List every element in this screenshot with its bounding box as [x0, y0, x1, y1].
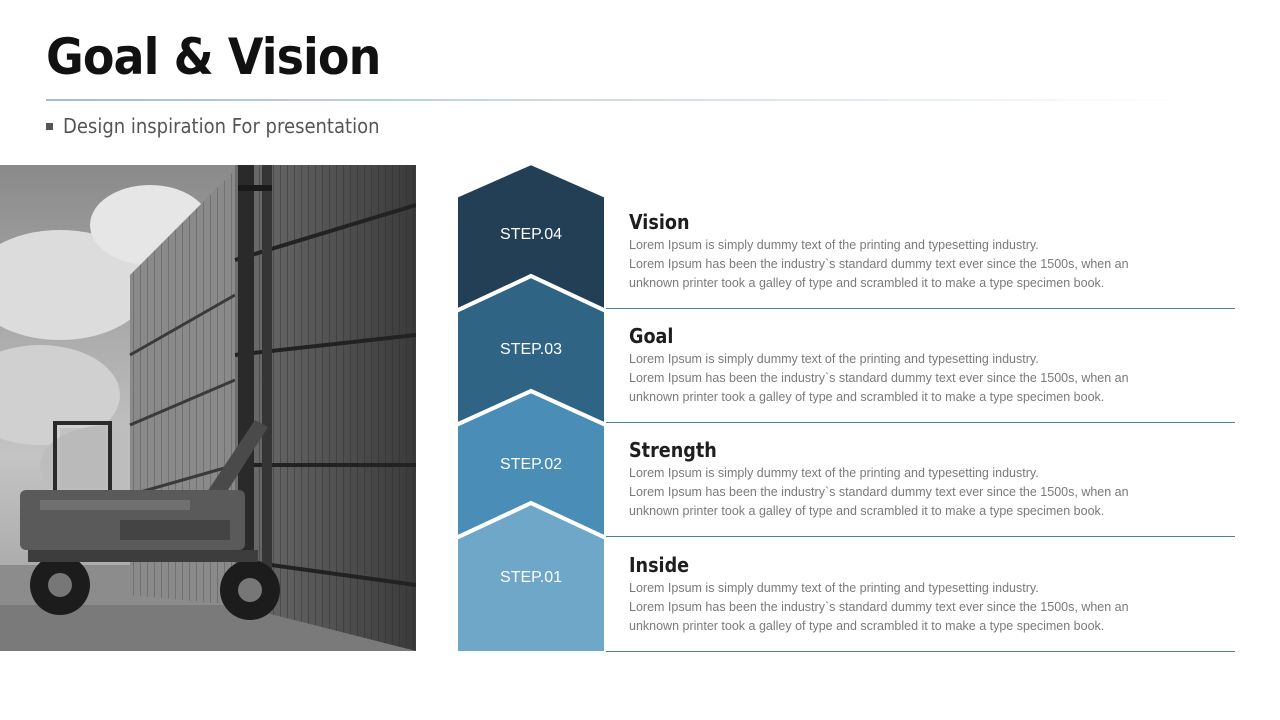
square-bullet-icon [46, 123, 53, 130]
row-body-line: unknown printer took a galley of type and scrambled it to make a type specimen book. [629, 390, 1105, 404]
row-body-line: unknown printer took a galley of type and scrambled it to make a type specimen book. [629, 619, 1105, 633]
row-body-line: unknown printer took a galley of type and scrambled it to make a type specimen book. [629, 276, 1105, 290]
step-row-inside [629, 553, 1189, 636]
row-body-line: Lorem Ipsum has been the industry`s standard dummy text ever since the 1500s, when an [629, 257, 1129, 271]
row-body-line: Lorem Ipsum is simply dummy text of the printing and typesetting industry. [629, 238, 1039, 252]
title-divider [46, 99, 1196, 101]
row-divider [606, 308, 1235, 309]
row-body-line: Lorem Ipsum is simply dummy text of the printing and typesetting industry. [629, 466, 1039, 480]
row-body-line: Lorem Ipsum is simply dummy text of the printing and typesetting industry. [629, 352, 1039, 366]
row-heading: Goal [629, 324, 674, 348]
row-body-line: Lorem Ipsum is simply dummy text of the printing and typesetting industry. [629, 581, 1039, 595]
slide-subtitle: Design inspiration For presentation [63, 114, 380, 138]
row-body-line: Lorem Ipsum has been the industry`s standard dummy text ever since the 1500s, when an [629, 485, 1129, 499]
step-row-vision [629, 210, 1189, 293]
step-label-01: STEP.01 [500, 569, 562, 586]
slide-title: Goal & Vision [46, 28, 381, 86]
row-divider [606, 651, 1235, 652]
row-heading: Strength [629, 438, 717, 462]
subtitle-row [46, 114, 415, 138]
row-body-line: Lorem Ipsum has been the industry`s standard dummy text ever since the 1500s, when an [629, 371, 1129, 385]
step-diagram [456, 163, 1236, 653]
step-label-04: STEP.04 [500, 226, 562, 243]
row-divider [606, 422, 1235, 423]
step-label-03: STEP.03 [500, 341, 562, 358]
step-label-02: STEP.02 [500, 456, 562, 473]
step-row-strength [629, 438, 1189, 521]
row-body-line: Lorem Ipsum has been the industry`s standard dummy text ever since the 1500s, when an [629, 600, 1129, 614]
row-body-line: unknown printer took a galley of type and scrambled it to make a type specimen book. [629, 504, 1105, 518]
row-divider [606, 536, 1235, 537]
step-row-goal [629, 324, 1189, 407]
forklift-container-photo [0, 165, 416, 651]
row-heading: Vision [629, 210, 690, 234]
row-heading: Inside [629, 553, 690, 577]
